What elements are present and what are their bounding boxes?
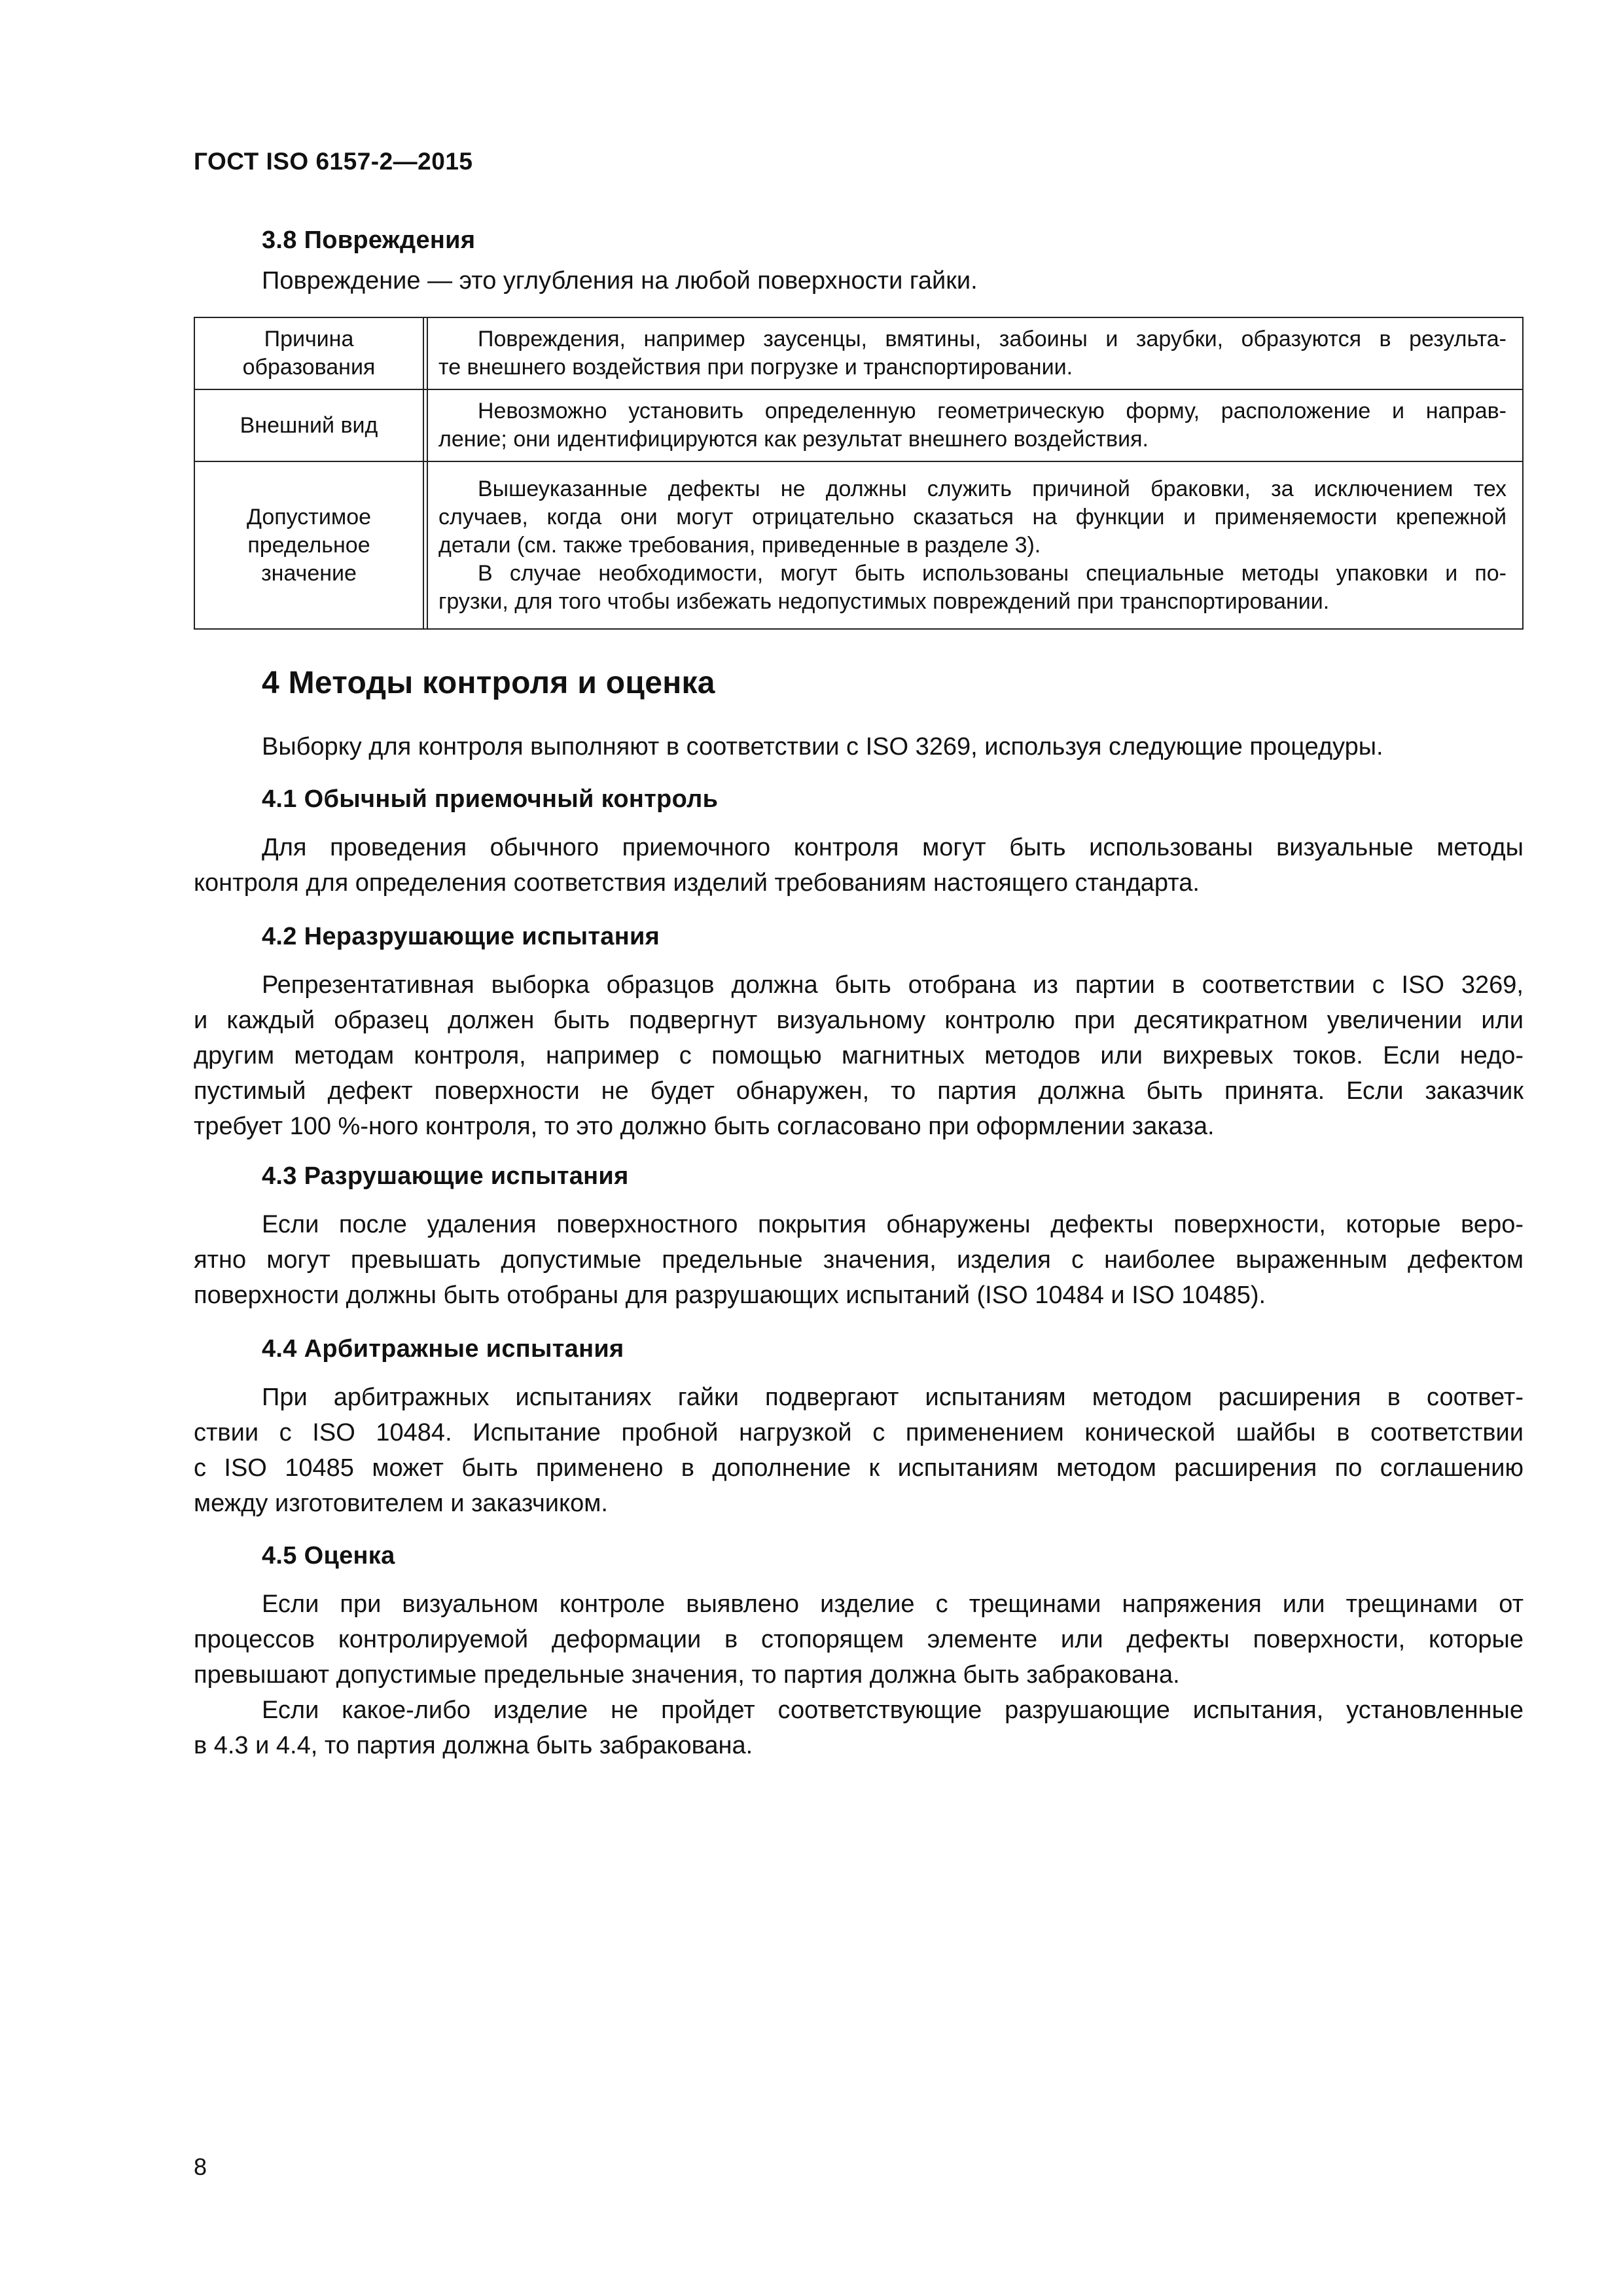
table-divider: [423, 318, 428, 389]
paragraph-line: процессов контролируемой деформации в стопорящем элементе или дефекты поверхности, которые: [194, 1626, 1524, 1653]
table-row-label: Причина образования: [242, 327, 376, 380]
page-header: ГОСТ ISO 6157-2—2015: [194, 148, 473, 175]
section-4-5-paragraph: [194, 1587, 1524, 1763]
paragraph-line: Если какое-либо изделие не пройдет соответствующие разрушающие испытания, установленные: [262, 1696, 1524, 1724]
table-row-text: [438, 390, 1507, 461]
table-text-line: детали (см. также требования, приведенные в разделе 3).: [438, 532, 1041, 558]
table-text-line: Повреждения, например заусенцы, вмятины, забоины и зарубки, образуются в результа-: [478, 327, 1507, 351]
table-row-text: [438, 462, 1507, 628]
section-4-4-paragraph: [194, 1380, 1524, 1521]
paragraph-line: ствии с ISO 10484. Испытание пробной нагрузкой с применением конической шайбы в соответствии: [194, 1419, 1524, 1446]
paragraph-line: поверхности должны быть отобраны для разрушающих испытаний (ISO 10484 и ISO 10485).: [194, 1282, 1266, 1309]
paragraph-line: пустимый дефект поверхности не будет обнаружен, то партия должна быть принята. Если заказчик: [194, 1077, 1524, 1105]
section-4-2-heading: 4.2 Неразрушающие испытания: [262, 923, 660, 950]
paragraph-line: другим методам контроля, например с помощью магнитных методов или вихревых токов. Если недо-: [194, 1042, 1524, 1069]
table-row-text: [438, 318, 1507, 389]
paragraph-line: требует 100 %-ного контроля, то это должно быть согласовано при оформлении заказа.: [194, 1113, 1215, 1140]
table-text-line: грузки, для того чтобы избежать недопустимых повреждений при транспортировании.: [438, 588, 1330, 614]
table-text-line: Невозможно установить определенную геометрическую форму, расположение и направ-: [478, 399, 1507, 423]
paragraph-line: Если при визуальном контроле выявлено изделие с трещинами напряжения или трещинами от: [262, 1590, 1524, 1618]
paragraph-line: Для проведения обычного приемочного контроля могут быть использованы визуальные методы: [262, 834, 1524, 861]
section-4-5-heading: 4.5 Оценка: [262, 1542, 395, 1570]
paragraph-line: в 4.3 и 4.4, то партия должна быть забракована.: [194, 1732, 753, 1759]
table-text-line: случаев, когда они могут отрицательно сказаться на функции и применяемости крепежной: [438, 504, 1507, 529]
section-4-4-heading: 4.4 Арбитражные испытания: [262, 1335, 624, 1363]
section-3-8-definition: Повреждение — это углубления на любой поверхности гайки.: [262, 267, 978, 295]
table-row-limit: [195, 462, 1522, 628]
section-4-3-paragraph: [194, 1207, 1524, 1313]
table-row-label: Внешний вид: [240, 412, 378, 438]
page-number: 8: [194, 2153, 207, 2180]
section-4-1-heading: 4.1 Обычный приемочный контроль: [262, 785, 719, 813]
section-4-3-heading: 4.3 Разрушающие испытания: [262, 1162, 629, 1190]
paragraph-line: Репрезентативная выборка образцов должна быть отобрана из партии в соответствии с ISO 3269,: [262, 971, 1524, 999]
table-text-line: те внешнего воздействия при погрузке и транспортировании.: [438, 355, 1073, 380]
table-text-line: ление; они идентифицируются как результат внешнего воздействия.: [438, 427, 1149, 452]
section-4-title: 4 Методы контроля и оценка: [262, 666, 715, 700]
section-4-intro: Выборку для контроля выполняют в соответствии с ISO 3269, используя следующие процедуры.: [262, 733, 1383, 761]
table-divider: [423, 390, 428, 461]
paragraph-line: Если после удаления поверхностного покрытия обнаружены дефекты поверхности, которые веро-: [262, 1211, 1524, 1238]
paragraph-line: ятно могут превышать допустимые предельные значения, изделия с наиболее выраженным дефектом: [194, 1246, 1524, 1274]
table-row-appearance: [195, 390, 1522, 462]
paragraph-line: превышают допустимые предельные значения, то партия должна быть забракована.: [194, 1661, 1180, 1689]
paragraph-line: с ISO 10485 может быть применено в дополнение к испытаниям методом расширения по соглашению: [194, 1454, 1524, 1482]
table-row-label: Допустимое предельное значение: [246, 504, 372, 586]
table-text-line: В случае необходимости, могут быть использованы специальные методы упаковки и по-: [478, 560, 1507, 586]
section-4-2-paragraph: [194, 967, 1524, 1144]
paragraph-line: При арбитражных испытаниях гайки подвергают испытаниям методом расширения в соответ-: [262, 1384, 1524, 1411]
paragraph-line: и каждый образец должен быть подвергнут визуальному контролю при десятикратном увеличении или: [194, 1007, 1524, 1034]
paragraph-line: между изготовителем и заказчиком.: [194, 1490, 608, 1517]
section-3-8-heading: 3.8 Повреждения: [262, 226, 476, 254]
table-text-line: Вышеуказанные дефекты не должны служить причиной браковки, за исключением тех: [478, 476, 1507, 501]
defect-table: [194, 317, 1524, 630]
paragraph-line: контроля для определения соответствия изделий требованиям настоящего стандарта.: [194, 869, 1200, 897]
table-row-cause: [195, 318, 1522, 390]
table-divider: [423, 462, 428, 628]
section-4-1-paragraph: [194, 830, 1524, 901]
